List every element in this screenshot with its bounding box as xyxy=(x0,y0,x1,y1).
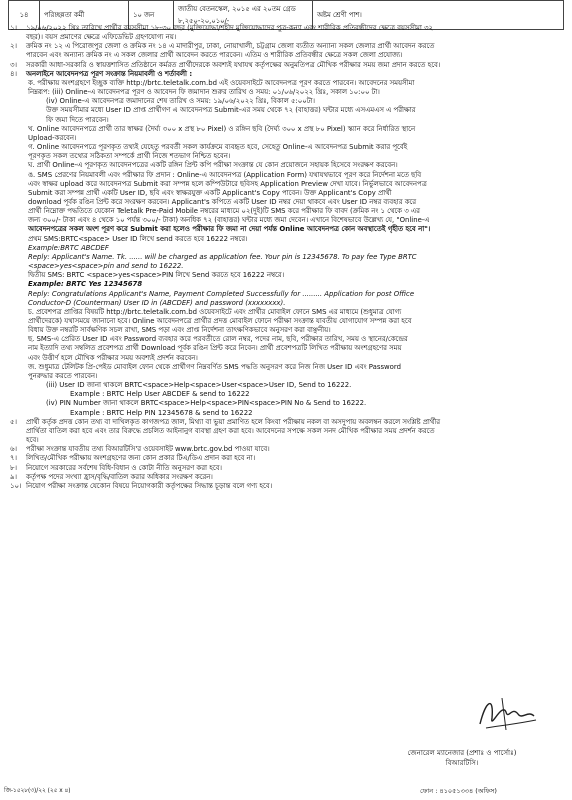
paragraph: ঘ. প্রার্থী Online-এ পূরণকৃত আবেদনপত্রের একটি রঙ্গিন প্রিন্ট কপি পরীক্ষা সংক্রান্ত যে কোন প্রয়োজনে সহায়ক হিসেবে সংরক্ষণ করবেন। xyxy=(28,161,398,170)
qualification-cell: অষ্টম শ্রেণী পাশ। xyxy=(313,1,564,30)
section-heading: অনলাইনে আবেদনপত্র পূরণ সংক্রান্ত নিয়মাবলী ও শর্তাবলী : xyxy=(26,69,193,78)
paragraph: নিয়োগে সরকারের সর্বশেষ বিধি-বিধান ও কোটা নীতি অনুসরণ করা হবে। xyxy=(26,463,222,472)
paragraph: প্রার্থী কর্তৃক প্রদত্ত কোন তথ্য বা দাখিলকৃত কাগজপত্র জাল, মিথ্যা বা ভুয়া প্রমাণিত হলে কিংবা পরীক্ষায় নকল বা অসদুপায় অবলম্বন করলে সংশ্লিষ্ট প্রার্থীর xyxy=(26,417,441,426)
print-code: জি-১৫২৮(৩)/২২ (২৫ x ৪) xyxy=(4,788,71,794)
paragraph: উক্ত সময়সীমার মধ্যে User ID প্রাপ্ত প্রার্থীগণ এ আবেদনপত্র Submit-এর সময় থেকে ৭২ (বাহাত্তর) ঘন্টার মধ্যে এসএমএস এ পরীক্ষার xyxy=(46,106,416,115)
post-cell: পরিচ্ছন্নতা কর্মী xyxy=(40,1,129,30)
paragraph: হবে। xyxy=(26,436,39,445)
recovery-instruction: (iii) User ID জানা থাকলে BRTC<space>Help<space>User<space>User ID, Send to 16222. xyxy=(46,381,352,390)
paragraph: পুনরুদ্ধার করতে পারবেন। xyxy=(28,371,98,380)
paragraph: বছর)। বয়স প্রমাণের ক্ষেত্রে এফিডেভিট গ্রহণযোগ্য নয়। xyxy=(26,33,177,42)
paragraph: নিয়োগ পরীক্ষা সংক্রান্ত যেকোন বিষয়ে নিয়োগকারী কর্তৃপক্ষের সিদ্ধান্ত চূড়ান্ত বলে গণ্য হবে। xyxy=(26,481,273,490)
paragraph: ছ. SMS-এ প্রেরিত User ID এবং Password ব্যবহার করে পরবর্তীতে রোল নম্বর, পদের নাম, ছবি, পরীক্ষার তারিখ, সময় ও স্থানের/কেন্দ্রের xyxy=(28,335,408,344)
example-text: Example : BRTC Help PIN 12345678 & send to 16222 xyxy=(70,408,253,417)
example-text: Example : BRTC Help User ABCDEF & send to 16222 xyxy=(70,390,250,399)
signatory-title: জেনারেল ম্যানেজার (প্রশাঃ ও পার্সোঃ) xyxy=(407,749,517,757)
paragraph: বিধায় উক্ত নম্বরটি সার্বক্ষণিক সচল রাখা, SMS পড়া এবং প্রাপ্ত নির্দেশনা তাৎক্ষণিকভাবে অনুসরণ করা বাঞ্ছনীয়। xyxy=(28,326,331,335)
paragraph: কর্তৃপক্ষ পদের সংখ্যা হ্রাস/বৃদ্ধি/বাতিল করার অধিকার সংরক্ষণ করেন। xyxy=(26,472,213,481)
scale-cell: জাতীয় বেতনস্কেল, ২০১৫ এর ২০তম গ্রেড ৮,২৫০-২০,০১০/- xyxy=(174,1,313,30)
paragraph: download পূর্বক রঙিন প্রিন্ট করে সংরক্ষণ করবেন। Applicant's কপিতে একটি User ID নম্বর দেয়া থাকবে এবং User ID নম্বর ব্যবহার করে xyxy=(28,197,417,206)
sms-instruction: দ্বিতীয় SMS: BRTC <space>yes<space>PIN লিখে Send করতে হবে 16222 নম্বরে। xyxy=(28,271,285,280)
recovery-instruction: (iv) PIN Number জানা থাকলে BRTC<space>Help<space>PIN<space>PIN No & Send to 16222. xyxy=(46,399,367,408)
paragraph: Upload-করবেন। xyxy=(28,133,77,142)
paragraph: পারবেন এবং অন্যান্য ক্রমিক নং এ সকল জেলার প্রার্থী আবেদন করতে পারবেন। এতিম ও শারীরিক প্রতিবন্ধীর ক্ষেত্রে সকল জেলা প্রযোজ্য। xyxy=(26,51,403,60)
item-number: ৫। xyxy=(10,417,17,426)
paragraph: জ. শুধুমাত্র টেলিটক প্রি-পেইড মোবাইল ফোন থেকে প্রার্থীগণ নিম্নবর্ণিত SMS পদ্ধতি অনুসরণ করে নিজ নিজ User ID এবং Password xyxy=(28,362,401,371)
reply-text: <space>yes<space>pin and send to 16222. xyxy=(28,262,184,271)
paragraph: নাম ইত্যাদি তথ্য সম্বলিত প্রবেশপত্র প্রার্থী Download পূর্বক রঙিন প্রিন্ট করে নিবেন। প্রার্থী প্রবেশপত্রটি লিখিত পরীক্ষায় অংশগ্রহণের সময় xyxy=(28,344,402,353)
paragraph: (iv) Online-এ আবেদনপত্র জমাদানের শেষ তারিখ ও সময়: ১৯/০৬/২০২২ খ্রিঃ, বিকাল ৫:০০টা। xyxy=(46,97,315,106)
paragraph: ঙ. SMS প্রেরণের নিয়মাবলী এবং পরীক্ষার ফি প্রদান : Online-এ আবেদনপত্র (Application Form) যথাযথভাবে পূরণ করে নির্দেশনা মতে ছবি xyxy=(28,170,422,179)
count-cell: ১০ জন xyxy=(129,1,174,30)
paragraph: নিম্নরূপ: (iii) Online-এ আবেদনপত্র পূরণ ও আবেদন ফি জমাদান শুরুর তারিখ ও সময়: ০১/০৬/২০২২ খ্রিঃ, সকাল ১০:০০ টা। xyxy=(28,88,380,97)
reply-text: Conductor-D (Counterman) User ID in (ABCDEF) and password (xxxxxxxx). xyxy=(28,298,286,307)
paragraph: ক্রমিক নং ১২ এ পিরোজপুর জেলা ও ক্রমিক নং ১৪ এ মাদারীপুর, ঢাকা, নোয়াখালী, চট্টগ্রাম জেলা ব্যতীত অন্যান্য সকল জেলার প্রার্থী আবেদন করতে xyxy=(26,42,435,51)
paragraph: পরীক্ষা সংক্রান্ত যাবতীয় তথ্য বিআরটিসি'র ওয়েবসাইট www.brtc.gov.bd পাওয়া যাবে। xyxy=(26,445,270,454)
item-number: ৮। xyxy=(10,463,17,472)
signatory-organization: বিআরটিসি। xyxy=(445,759,479,767)
paragraph: প্রার্থী নিম্নোক্ত পদ্ধতিতে যেকোন Teletalk Pre-Paid Mobile নম্বরের মাধ্যমে ০২(দুই)টি SMS করে পরীক্ষার ফি বাবদ (ক্রমিক নং ১ থেকে ৩ এর xyxy=(28,207,420,216)
paragraph: পূরণকৃত সকল তথ্যের সঠিকতা সম্পর্কে প্রার্থী নিজে শতভাগ নিশ্চিত হবেন। xyxy=(28,152,231,161)
example-text: Example:BRTC ABCDEF xyxy=(28,243,109,252)
example-text: Example: BRTC Yes 12345678 xyxy=(28,280,143,289)
paragraph: প্রার্থীদেরকে) যথাসময়ে জানানো হবে। Online আবেদনপত্রে প্রার্থীর প্রদত্ত মোবাইল ফোনে পরীক্ষা সংক্রান্ত যাবতীয় যোগাযোগ সম্পন্ন করা হবে xyxy=(28,317,412,325)
terms-body xyxy=(10,24,562,491)
paragraph: ক. পরীক্ষায় অংশগ্রহণে ইচ্ছুক ব্যক্তি http://brtc.teletalk.com.bd এই ওয়েবসাইটে আবেদনপত্র পূরণ করতে পারবেন। আবেদনের সময়সীমা xyxy=(28,78,415,87)
item-number: ৪। xyxy=(10,69,17,78)
item-number: ৯। xyxy=(10,472,17,481)
signatory-block xyxy=(362,748,562,768)
item-number: ১। xyxy=(10,24,17,32)
item-number: ২। xyxy=(10,42,17,51)
serial-cell: ১৪ xyxy=(9,1,40,30)
paragraph: জন্য ৩০০/- টাকা এবং ৪ থেকে ১০ পর্যন্ত ৩০০/- টাকা) অনধিক ৭২ (বাহাত্তর) ঘন্টার মধ্যে জমা দেবেন। এখানে বিশেষভাবে উল্লেখ্য যে, "Online-এ xyxy=(28,216,430,225)
item-number: ৩। xyxy=(10,60,17,69)
paragraph: চ. প্রবেশপত্র প্রাপ্তির বিষয়টি http://brtc.teletalk.com.bd ওয়েবসাইটে এবং প্রার্থীর মোবাইল ফোনে SMS এর মাধ্যমে (শুধুমাত্র যোগ্য xyxy=(28,307,402,316)
item-number: ১০। xyxy=(10,481,22,490)
paragraph: এবং উত্তীর্ণ হলে মৌখিক পরীক্ষার সময় অবশ্যই প্রদর্শন করবেন। xyxy=(28,353,198,362)
handwritten-signature xyxy=(472,690,542,740)
paragraph: Submit করা সম্পন্ন প্রার্থী একটি User ID, ছবি এবং স্বাক্ষরযুক্ত একটি Applicant's Copy পাবেন। উক্ত Applicant's Copy প্রার্থী xyxy=(28,188,392,197)
paragraph: ফি জমা দিতে পারবেন। xyxy=(46,115,109,124)
paragraph: খ. Online আবেদনপত্রে প্রার্থী তার স্বাক্ষর (দৈর্ঘ্য ৩০০ x প্রস্থ ৮০ Pixel) ও রঙ্গিন ছবি (দৈর্ঘ্য ৩০০ x প্রস্থ ৮০ Pixel) স্ক্যান করে নির্ধারিত স্থানে xyxy=(28,124,416,133)
office-phone: ফোন : ৪১০৫১৩৩৪ (অফিস) xyxy=(420,787,497,795)
paragraph: সরকারী আধা-সরকারি ও স্বায়ত্তশাসিত প্রতিষ্ঠানে কর্মরত প্রার্থীদেরকে অবশ্যই যথাযথ কর্তৃপক্ষের অনুমতিপত্র মৌখিক পরীক্ষার সময় জমা প্রদান করতে হবে। xyxy=(26,60,441,69)
paragraph: আবেদনপত্রের সকল অংশ পূরণ করে Submit করা হলেও পরীক্ষার ফি জমা না দেয়া পর্যন্ত Online আবেদনপত্র কোন অবস্থাতেই গৃহীত হবে না"। xyxy=(28,225,431,234)
paragraph: এবং স্বাক্ষর upload করে আবেদনপত্র Submit করা সম্পন্ন হলে কম্পিউটারে ছবিসহ Application Preview দেখা যাবে। নির্ভুলভাবে আবেদনপত্র xyxy=(28,179,427,188)
paragraph: প্রার্থিতা বাতিল করা হবে এবং তার বিরুদ্ধে প্রচলিত আইনানুগ ব্যবস্থা গ্রহণ করা হবে। আবেদনের সপক্ষে সকল সনদ মৌখিক পরীক্ষার সময় প্রদর্শন করতে xyxy=(26,426,435,435)
item-number: ৬। xyxy=(10,445,17,454)
paragraph: গ. Online আবেদনপত্রে পূরণকৃত তথ্যই যেহেতু পরবর্তী সকল কার্যক্রমে ব্যবহৃত হবে, সেহেতু Online-এ আবেদনপত্র Submit করার পূর্বেই xyxy=(28,143,408,152)
sms-instruction: প্রথম SMS:BRTC<space> User ID লিখে send করতে হবে 16222 নম্বরে। xyxy=(28,234,248,243)
paragraph: লিখিত/মৌখিক পরীক্ষায় অংশগ্রহণের জন্য কোন প্রকার টিএ/ডিএ প্রদান করা হবে না। xyxy=(26,454,256,463)
item-number: ৭। xyxy=(10,454,17,463)
reply-text: Reply: Applicant's Name. Tk. ...... will be charged as application fee. Your pin is 12345678. To pay fee Type BRTC xyxy=(28,252,417,261)
paragraph: ১৯/০৬/২০২২ খ্রিঃ তারিখে প্রার্থীর বয়সসীমা ১৮-৩০ বছর (মুক্তিযোদ্ধা/শহীদ মুক্তিযোদ্ধাদের পুত্র-কন্যা এবং শারীরিক প্রতিবন্ধীদের ক্ষেত্রে বয়সসীমা ৩২ xyxy=(26,24,434,32)
reply-text: Reply: Congratulations Applicant's Name, Payment Completed Successfully for ......... Application for post Office xyxy=(28,289,415,298)
